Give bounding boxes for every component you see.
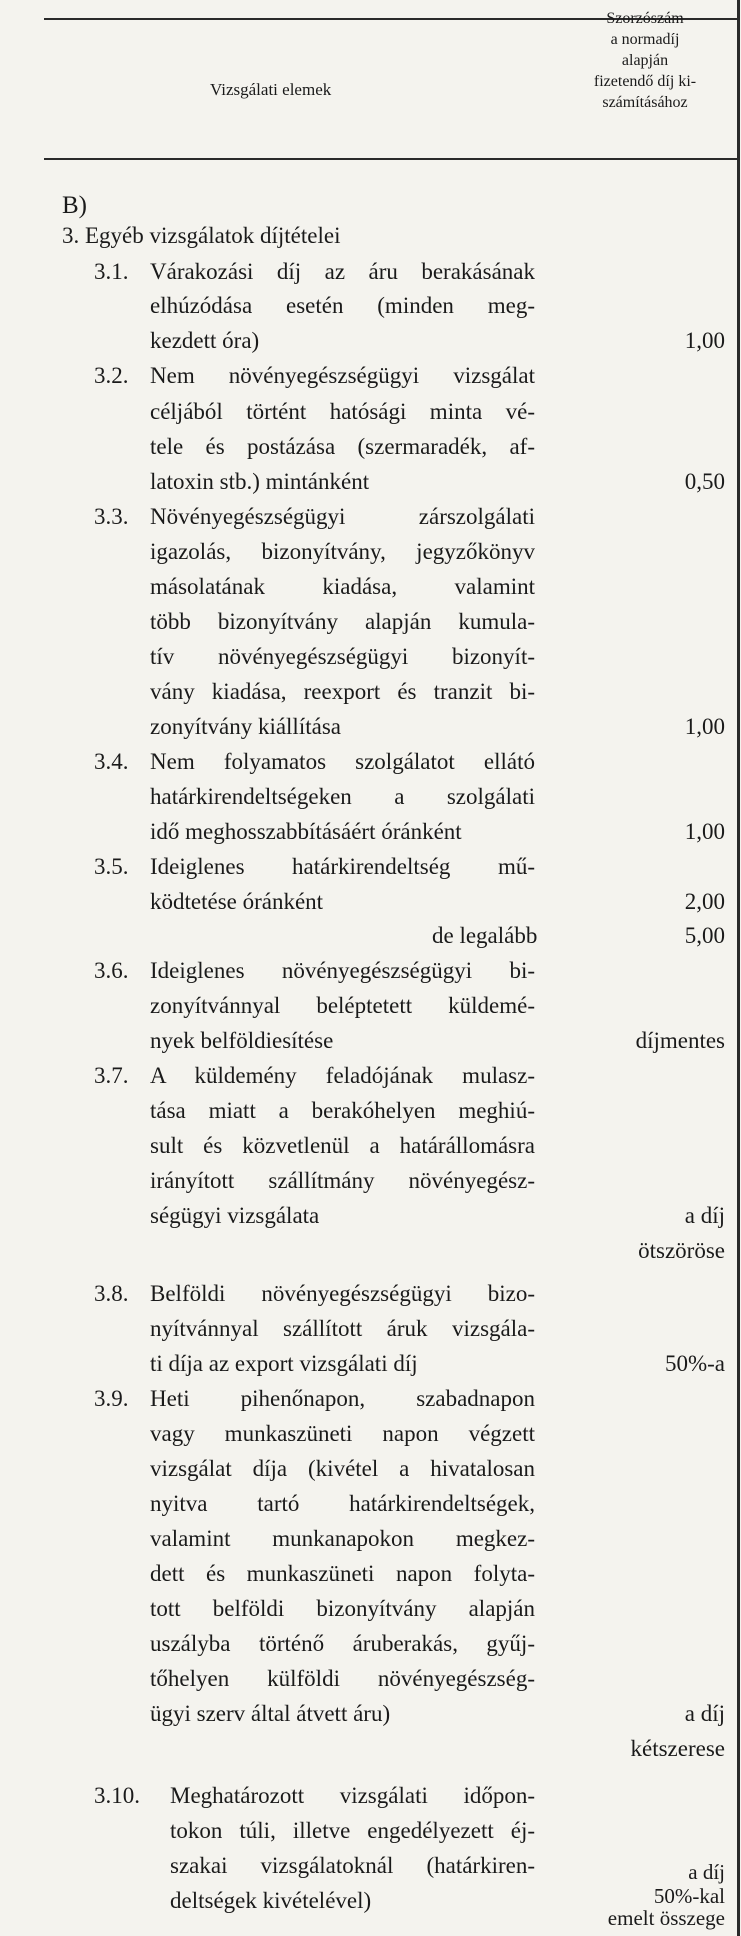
item-number: 3.10. (94, 1783, 140, 1808)
header-right-label (560, 8, 730, 113)
item-text-line: de legalább (432, 923, 538, 948)
item-text-line: zonyítvánnyal beléptetett küldemé- (150, 993, 535, 1018)
item-text-line: nyítvánnyal szállított áruk vizsgála- (150, 1316, 535, 1341)
item-text-line: ködtetése óránként (150, 889, 324, 914)
header-left-label: Vizsgálati elemek (210, 80, 332, 99)
group-heading: 3. Egyéb vizsgálatok díjtételei (62, 223, 341, 248)
item-text-line: sult és közvetlenül a határállomásra (150, 1133, 535, 1158)
right-margin-rule (737, 0, 740, 1936)
item-value: a díj (688, 1860, 725, 1884)
item-text-line: tele és postázása (szermaradék, af- (150, 434, 535, 459)
item-number: 3.1. (94, 259, 129, 284)
item-value: emelt összege (607, 1906, 725, 1930)
item-value: 1,00 (684, 714, 725, 739)
item-value: 0,50 (684, 469, 725, 494)
item-text-line: Belföldi növényegészségügyi bizo- (150, 1281, 535, 1306)
item-text-line: vizsgálat díja (kivétel a hivatalosan (150, 1456, 535, 1481)
item-number: 3.7. (94, 1063, 129, 1088)
header-bottom-rule (44, 158, 737, 160)
item-text-line: másolatának kiadása, valamint (150, 574, 535, 599)
item-text-line: valamint munkanapokon megkez- (150, 1526, 535, 1551)
item-text-line: tása miatt a berakóhelyen meghiú- (150, 1098, 535, 1123)
header-right-line: alapján (621, 52, 669, 69)
item-text-line: szakai vizsgálatoknál (határkiren- (170, 1853, 535, 1878)
item-text-line: vagy munkaszüneti napon végzett (150, 1421, 535, 1446)
item-text-line: ügyi szerv által átvett áru) (150, 1701, 391, 1726)
item-text-line: zonyítvány kiállítása (150, 714, 341, 739)
item-value: 2,00 (684, 889, 725, 914)
item-text-line: idő meghosszabbításáért óránként (150, 819, 462, 844)
item-text-line: dett és munkaszüneti napon folyta- (150, 1561, 535, 1586)
item-text-line: uszályba történő áruberakás, gyűj- (150, 1631, 535, 1656)
item-text-line: tokon túli, illetve engedélyezett éj- (170, 1818, 535, 1843)
item-text-line: tőhelyen külföldi növényegészség- (150, 1666, 535, 1691)
item-text-line: vány kiadása, reexport és tranzit bi- (150, 679, 535, 704)
item-value: 1,00 (684, 819, 725, 844)
item-text-line: igazolás, bizonyítvány, jegyzőkönyv (150, 539, 535, 564)
header-right-line: számításához (602, 94, 688, 111)
item-text-line: céljából történt hatósági minta vé- (150, 399, 535, 424)
item-number: 3.4. (94, 749, 129, 774)
item-value: a díj (684, 1701, 725, 1726)
item-text-line: irányított szállítmány növényegész- (150, 1168, 535, 1193)
item-text-line: elhúzódása esetén (minden meg- (150, 293, 535, 318)
item-number: 3.3. (94, 504, 129, 529)
header-right-line: fizetendő díj ki- (593, 73, 697, 90)
item-text-line: tott belföldi bizonyítvány alapján (150, 1596, 535, 1621)
item-text-line: ségügyi vizsgálata (150, 1203, 320, 1228)
item-text-line: Nem növényegészségügyi vizsgálat (150, 363, 535, 388)
item-number: 3.2. (94, 363, 129, 388)
item-value: 50%-a (664, 1351, 725, 1376)
item-text-line: Heti pihenőnapon, szabadnapon (150, 1386, 535, 1411)
item-value: 1,00 (684, 328, 725, 353)
item-value: ötszöröse (638, 1238, 725, 1263)
header-right-line: Szorzószám (606, 10, 684, 27)
item-text-line: deltségek kivételével) (170, 1888, 372, 1913)
item-text-line: A küldemény feladójának mulasz- (150, 1063, 535, 1088)
item-text-line: tív növényegészségügyi bizonyít- (150, 644, 535, 669)
item-text-line: határkirendeltségeken a szolgálati (150, 784, 535, 809)
item-text-line: latoxin stb.) mintánként (150, 469, 370, 494)
section-label: B) (62, 192, 87, 219)
item-value: a díj (684, 1203, 725, 1228)
item-value: 5,00 (684, 923, 725, 948)
item-text-line: Növényegészségügyi zárszolgálati (150, 504, 535, 529)
item-text-line: nyek belföldiesítése (150, 1028, 334, 1053)
item-text-line: több bizonyítvány alapján kumula- (150, 609, 535, 634)
item-text-line: ti díja az export vizsgálati díj (150, 1351, 418, 1376)
item-number: 3.5. (94, 854, 129, 879)
item-text-line: Várakozási díj az áru berakásának (150, 259, 535, 284)
item-text-line: kezdett óra) (150, 328, 260, 353)
item-number: 3.9. (94, 1386, 129, 1411)
item-text-line: Ideiglenes növényegészségügyi bi- (150, 958, 535, 983)
item-text-line: Meghatározott vizsgálati időpon- (170, 1783, 535, 1808)
header-right-line: a normadíj (610, 31, 680, 48)
item-text-line: Nem folyamatos szolgálatot ellátó (150, 749, 535, 774)
item-value: 50%-kal (653, 1884, 725, 1908)
item-value: díjmentes (635, 1028, 725, 1053)
item-number: 3.6. (94, 958, 129, 983)
item-text-line: Ideiglenes határkirendeltség mű- (150, 854, 535, 879)
item-text-line: nyitva tartó határkirendeltségek, (150, 1491, 535, 1516)
item-number: 3.8. (94, 1281, 129, 1306)
item-value: kétszerese (630, 1736, 725, 1761)
